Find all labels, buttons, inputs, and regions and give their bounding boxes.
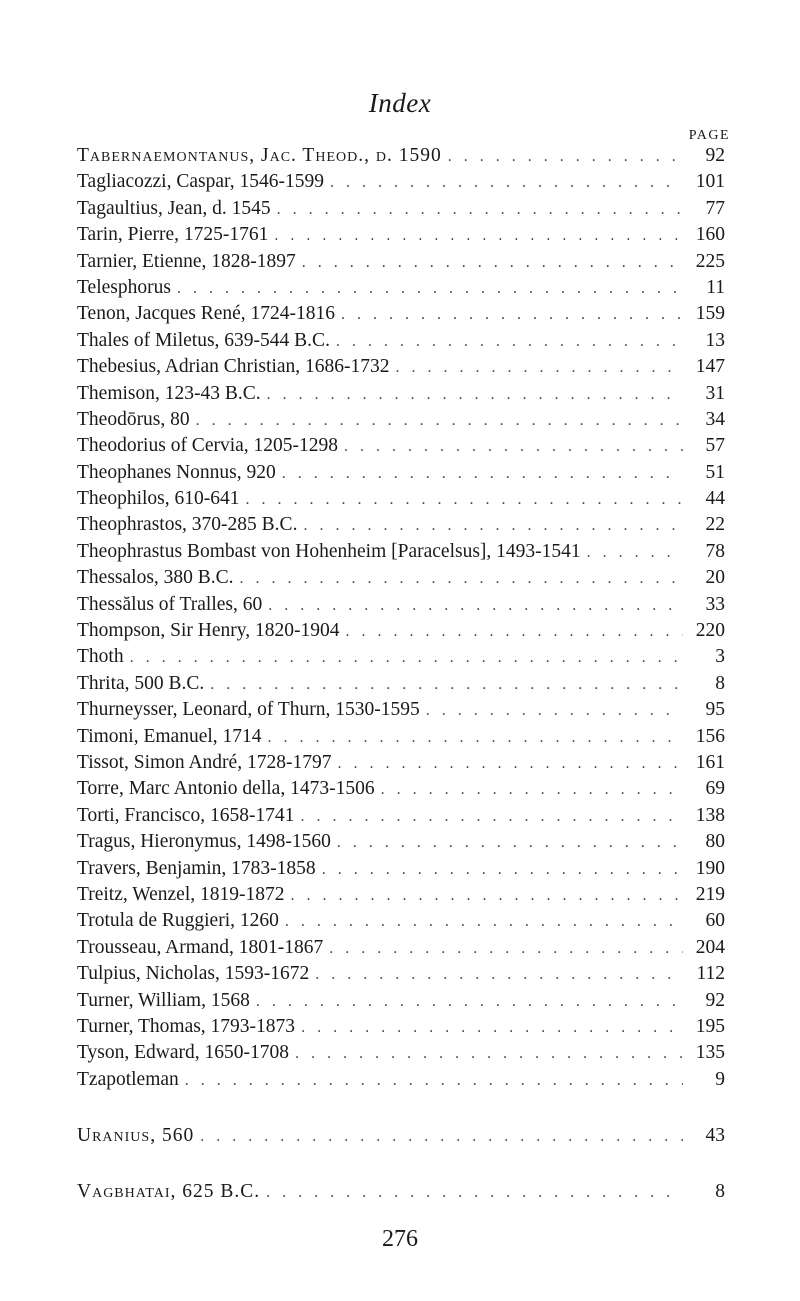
index-entry-uranius	[77, 1125, 725, 1151]
entry-name: Theophrastos, 370-285 B.C.	[77, 514, 298, 536]
entry-page: 92	[705, 145, 725, 166]
index-entry	[77, 673, 725, 699]
entry-name: Tyson, Edward, 1650-1708	[77, 1042, 290, 1064]
dot-leader	[337, 834, 683, 852]
index-entry	[77, 251, 725, 277]
index-entry	[77, 726, 725, 752]
entry-page: 33	[705, 593, 725, 615]
entry-name: Tarin, Pierre, 1725-1761	[77, 224, 269, 246]
entry-page: 60	[705, 910, 725, 932]
entry-name: Thebesius, Adrian Christian, 1686-1732	[77, 356, 390, 378]
entry-page: 101	[695, 171, 725, 193]
dot-leader	[344, 438, 683, 456]
entry-page: 57	[705, 435, 725, 457]
page-title: Index	[368, 88, 432, 118]
entry-page: 160	[695, 224, 725, 246]
entry-page: 195	[695, 1015, 725, 1037]
dot-leader	[177, 280, 683, 298]
index-entry	[77, 488, 725, 514]
dot-leader	[322, 861, 683, 879]
dot-leader	[274, 227, 683, 245]
index-entry	[77, 620, 725, 646]
dot-leader	[381, 781, 683, 799]
entry-page: 161	[695, 751, 725, 773]
index-entry	[77, 752, 725, 778]
dot-leader	[130, 649, 683, 667]
index-entry	[77, 145, 725, 171]
dot-leader	[185, 1072, 683, 1090]
dot-leader	[337, 755, 683, 773]
index-entry	[77, 435, 725, 461]
index-entry	[77, 963, 725, 989]
entry-name: Thompson, Sir Henry, 1820-1904	[77, 620, 340, 642]
dot-leader	[290, 887, 683, 905]
entry-name: Torti, Francisco, 1658-1741	[77, 804, 295, 826]
entry-page: 80	[705, 831, 725, 853]
dot-leader	[285, 913, 683, 931]
entry-name: Tabernaemontanus, Jac. Theod., d. 1590	[77, 145, 442, 166]
entry-name: Theodorius of Cervia, 1205-1298	[77, 435, 339, 457]
index-entry	[77, 699, 725, 725]
dot-leader	[587, 544, 683, 562]
entry-name: Travers, Benjamin, 1783-1858	[77, 857, 316, 879]
index-entry	[77, 541, 725, 567]
index-entry	[77, 462, 725, 488]
index-entry	[77, 567, 725, 593]
entry-name: Treitz, Wenzel, 1819-1872	[77, 883, 285, 905]
entry-page: 43	[705, 1125, 725, 1147]
dot-leader	[210, 676, 683, 694]
entry-name: Timoni, Emanuel, 1714	[77, 725, 262, 747]
entry-page: 219	[695, 883, 725, 905]
index-entry	[77, 831, 725, 857]
index-entry	[77, 383, 725, 409]
dot-leader	[346, 623, 683, 641]
index-entry	[77, 778, 725, 804]
dot-leader	[301, 1019, 683, 1037]
entry-page: 159	[695, 303, 725, 325]
entry-name: Turner, Thomas, 1793-1873	[77, 1015, 296, 1037]
entry-page: 138	[695, 804, 725, 826]
entry-page: 220	[695, 620, 725, 642]
entry-name: Tzapotleman	[77, 1068, 179, 1090]
entry-name: Theodōrus, 80	[77, 408, 190, 430]
index-entries	[77, 145, 725, 1208]
index-entry-vagbhatai	[77, 1181, 725, 1207]
dot-leader	[267, 386, 683, 404]
entry-name: Thrita, 500 B.C.	[77, 672, 205, 694]
dot-leader	[240, 570, 683, 588]
dot-leader	[329, 940, 683, 958]
dot-leader	[330, 174, 683, 192]
page-number: 276	[382, 1226, 418, 1252]
entry-page: 13	[705, 329, 725, 351]
index-entry	[77, 910, 725, 936]
dot-leader	[426, 702, 683, 720]
index-entry	[77, 1042, 725, 1068]
index-entry	[77, 356, 725, 382]
section-divider	[77, 1151, 725, 1181]
dot-leader	[336, 333, 683, 351]
entry-name: Telesphorus	[77, 276, 171, 298]
index-entry	[77, 884, 725, 910]
entry-name: Thessălus of Tralles, 60	[77, 593, 263, 615]
section-divider	[77, 1095, 725, 1125]
dot-leader	[300, 808, 683, 826]
dot-leader	[315, 966, 683, 984]
entry-page: 3	[715, 646, 725, 668]
entry-page: 8	[715, 672, 725, 694]
entry-name: Tenon, Jacques René, 1724-1816	[77, 303, 336, 325]
index-entry	[77, 224, 725, 250]
dot-leader	[196, 412, 683, 430]
dot-leader	[266, 1184, 683, 1202]
index-entry	[77, 198, 725, 224]
entry-name: Themison, 123-43 B.C.	[77, 382, 261, 404]
dot-leader	[341, 306, 683, 324]
index-entry	[77, 1069, 725, 1095]
entry-page: 190	[695, 857, 725, 879]
index-entry	[77, 171, 725, 197]
entry-page: 20	[705, 567, 725, 589]
entry-name: Vagbhatai, 625 B.C.	[77, 1181, 261, 1203]
entry-page: 22	[705, 514, 725, 536]
entry-name: Tulpius, Nicholas, 1593-1672	[77, 963, 310, 985]
entry-name: Tagliacozzi, Caspar, 1546-1599	[77, 171, 324, 193]
dot-leader	[277, 201, 683, 219]
entry-page: 225	[695, 250, 725, 272]
index-entry	[77, 594, 725, 620]
dot-leader	[245, 491, 683, 509]
entry-page: 156	[695, 725, 725, 747]
entry-page: 204	[695, 936, 725, 958]
entry-page: 92	[705, 989, 725, 1011]
entry-name: Tragus, Hieronymus, 1498-1560	[77, 831, 331, 853]
entry-page: 95	[705, 699, 725, 721]
entry-name: Thales of Miletus, 639-544 B.C.	[77, 329, 330, 351]
dot-leader	[268, 729, 683, 747]
dot-leader	[282, 465, 683, 483]
dot-leader	[200, 1128, 683, 1146]
dot-leader	[396, 359, 683, 377]
entry-page: 8	[715, 1181, 725, 1203]
section-t	[77, 145, 725, 1095]
entry-name: Tagaultius, Jean, d. 1545	[77, 197, 271, 219]
entry-name: Tarnier, Etienne, 1828-1897	[77, 250, 296, 272]
entry-name: Uranius, 560	[77, 1125, 195, 1147]
dot-leader	[268, 597, 683, 615]
index-entry	[77, 805, 725, 831]
entry-page: 11	[706, 276, 725, 298]
entry-name: Thessalos, 380 B.C.	[77, 567, 234, 589]
entry-name: Thoth	[77, 646, 124, 668]
dot-leader	[256, 993, 683, 1011]
entry-page: 135	[695, 1042, 725, 1064]
entry-name: Theophanes Nonnus, 920	[77, 461, 276, 483]
entry-name: Tissot, Simon André, 1728-1797	[77, 751, 332, 773]
entry-page: 31	[705, 382, 725, 404]
index-entry	[77, 990, 725, 1016]
entry-page: 78	[705, 540, 725, 562]
entry-page: 51	[705, 461, 725, 483]
entry-page: 9	[715, 1068, 725, 1090]
entry-name: Turner, William, 1568	[77, 989, 250, 1011]
dot-leader	[303, 517, 683, 535]
entry-page: 77	[705, 197, 725, 219]
entry-page: 112	[696, 963, 725, 985]
index-entry	[77, 937, 725, 963]
entry-name: Theophilos, 610-641	[77, 488, 240, 510]
entry-name: Torre, Marc Antonio della, 1473-1506	[77, 778, 375, 800]
page-column-label: PAGE	[688, 128, 730, 143]
dot-leader	[295, 1045, 683, 1063]
index-entry	[77, 330, 725, 356]
index-entry	[77, 646, 725, 672]
entry-name: Trousseau, Armand, 1801-1867	[77, 936, 324, 958]
index-entry	[77, 277, 725, 303]
entry-name: Theophrastus Bombast von Hohenheim [Paracelsus], 1493-1541	[77, 540, 581, 562]
entry-name: Thurneysser, Leonard, of Thurn, 1530-1595	[77, 699, 420, 721]
entry-page: 147	[695, 356, 725, 378]
index-entry	[77, 303, 725, 329]
index-entry	[77, 514, 725, 540]
entry-name: Trotula de Ruggieri, 1260	[77, 910, 279, 932]
index-entry	[77, 409, 725, 435]
dot-leader	[448, 148, 683, 166]
index-entry	[77, 1016, 725, 1042]
dot-leader	[302, 254, 683, 272]
entry-page: 69	[705, 778, 725, 800]
entry-page: 34	[705, 408, 725, 430]
entry-page: 44	[705, 488, 725, 510]
index-entry	[77, 858, 725, 884]
